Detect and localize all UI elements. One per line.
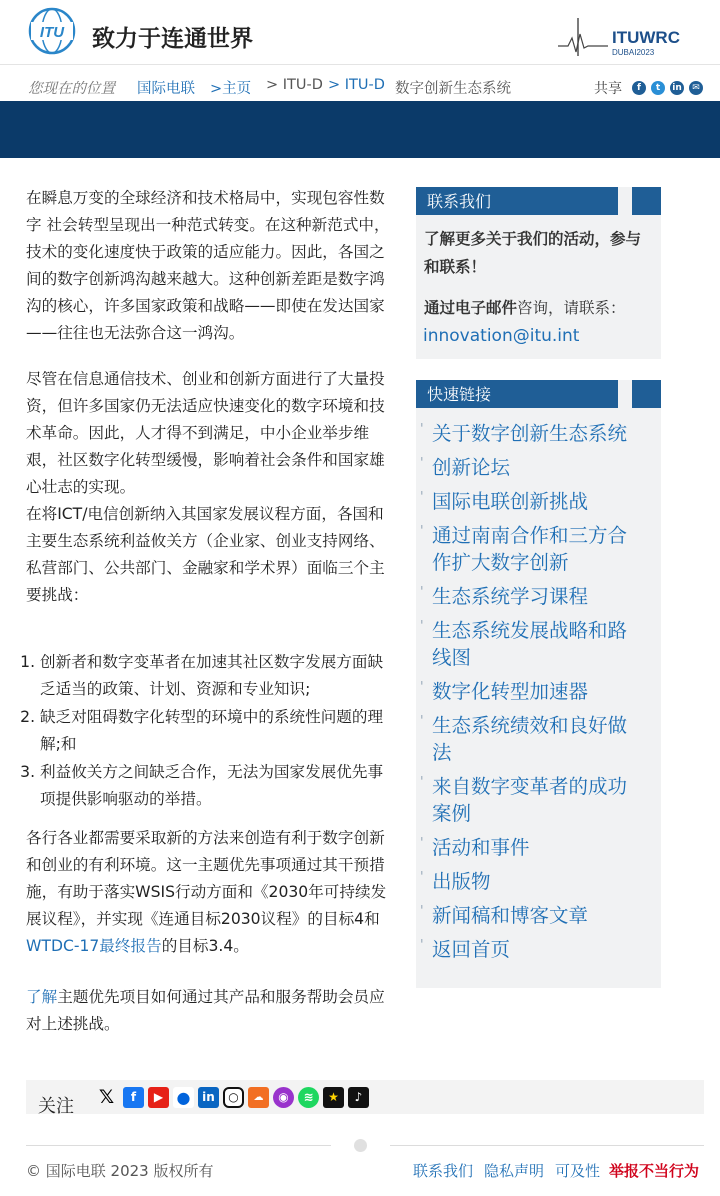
contact-email-bold: 通过电子邮件	[424, 299, 518, 317]
quick-link[interactable]: ' 关于数字创新生态系统	[432, 420, 645, 447]
challenges-list	[40, 649, 396, 813]
follow-bar	[26, 1080, 704, 1117]
contact-email-rest: 咨询，请联系：	[517, 299, 626, 317]
wtdc-report-link[interactable]: WTDC-17最终报告	[26, 937, 162, 955]
breadcrumb-you-are-here: 您现在的位置	[28, 81, 115, 97]
footer-contact-link[interactable]: 联系我们	[413, 1162, 474, 1180]
wrc-sub: DUBAI2023	[612, 48, 655, 57]
quick-link[interactable]: ' 创新论坛	[432, 454, 645, 481]
facebook-icon[interactable]: f	[123, 1087, 144, 1108]
instagram-icon[interactable]: ○	[223, 1087, 244, 1108]
learn-text: 主题优先项目如何通过其产品和服务帮助会员应对上述挑战。	[26, 988, 385, 1033]
star-icon[interactable]: ★	[323, 1087, 344, 1108]
share-label: 共享	[594, 81, 622, 97]
contact-email-link[interactable]: innovation@itu.int	[423, 326, 580, 346]
quick-link[interactable]: ' 数字化转型加速器	[432, 678, 645, 705]
footer-divider-right	[390, 1145, 704, 1146]
podcast-icon[interactable]: ◉	[273, 1087, 294, 1108]
breadcrumb-item-itud-2[interactable]: > ITU-D	[328, 77, 385, 93]
quick-link[interactable]: ' 生态系统学习课程	[432, 583, 645, 610]
quick-link[interactable]: ' 新闻稿和博客文章	[432, 902, 645, 929]
approach-text-a: 各行各业都需要采取新的方法来创造有利于数字创新和创业的有利环境。这一主题优先事项通过其干预措施，有助于落实WSIS行动方面和《2030年可持续发展议程》，并实现《连通目标2030议程》的目标4和	[26, 829, 387, 928]
soundcloud-icon[interactable]: ☁	[248, 1087, 269, 1108]
list-item: 3. 利益攸关方之间缺乏合作，无法为国家发展优先事项提供影响驱动的举措。	[40, 759, 396, 813]
list-item: 1. 创新者和数字变革者在加速其社区数字发展方面缺乏适当的政策、计划、资源和专业知识;	[40, 649, 396, 703]
intro-paragraph: 在瞬息万变的全球经济和技术格局中，实现包容性数字 社会转型呈现出一种范式转变。在这种新范式中，技术的变化速度快于政策的适应能力。因此，各国之间的数字创新鸿沟越来越大。这种创新差距是数字鸿沟的核心，许多国家政策和战略——即使在发达国家——往往也无法弥合这一鸿沟。	[26, 189, 390, 342]
copyright-text: © 国际电联 2023 版权所有	[26, 1162, 214, 1180]
linkedin-icon[interactable]: in	[198, 1087, 219, 1108]
quick-links-header	[416, 380, 661, 408]
page-banner	[0, 101, 720, 158]
contact-title: 联系我们	[416, 187, 618, 215]
list-item: 2. 缺乏对阻碍数字化转型的环境中的系统性问题的理解;和	[40, 704, 396, 758]
linkedin-icon[interactable]: in	[670, 81, 684, 95]
quick-links-title: 快速链接	[416, 380, 618, 408]
youtube-icon[interactable]: ▶	[148, 1087, 169, 1108]
contact-panel	[416, 187, 661, 359]
quick-link[interactable]: ' 生态系统绩效和良好做法	[432, 712, 645, 766]
footer-privacy-link[interactable]: 隐私声明	[484, 1162, 545, 1180]
contact-email-line	[416, 281, 661, 321]
challenges-intro: 在将ICT/电信创新纳入其国家发展议程方面，各国和主要生态系统利益攸关方（企业家、创业支持网络、私营部门、公共部门、金融家和学术界）面临三个主要挑战：	[26, 505, 385, 604]
quick-links-panel	[416, 380, 661, 988]
quick-links-list	[416, 414, 661, 963]
site-tagline: 致力于连通世界	[92, 26, 253, 52]
logo-text: ITU	[39, 24, 65, 41]
header-accent	[632, 380, 661, 408]
breadcrumb-current: 数字创新生态系统	[395, 81, 511, 97]
footer-accessibility-link[interactable]: 可及性	[555, 1162, 601, 1180]
investment-paragraph: 尽管在信息通信技术、创业和创新方面进行了大量投资，但许多国家仍无法适应快速变化的数字环境和技术革命。因此，人才得不到满足，中小企业举步维艰，社区数字化转型缓慢，影响着社会条件和国家雄心壮志的实现。	[26, 370, 385, 496]
breadcrumb-item-home[interactable]: >主页	[210, 81, 252, 97]
twitter-icon[interactable]: t	[651, 81, 665, 95]
follow-label: 关注	[38, 1096, 74, 1117]
approach-text-b: 的目标3.4。	[161, 937, 249, 955]
tiktok-icon[interactable]: ♪	[348, 1087, 369, 1108]
email-icon[interactable]: ✉	[689, 81, 703, 95]
learn-link[interactable]: 了解	[26, 988, 58, 1006]
breadcrumb-item-itud-1[interactable]: > ITU-D	[266, 77, 323, 93]
learn-paragraph	[26, 984, 396, 1038]
quick-link[interactable]: ' 活动和事件	[432, 834, 645, 861]
quick-link[interactable]: ' 来自数字变革者的成功案例	[432, 773, 645, 827]
quick-link[interactable]: ' 返回首页	[432, 936, 645, 963]
quick-link[interactable]: ' 出版物	[432, 868, 645, 895]
breadcrumb-item-itu[interactable]: 国际电联	[137, 81, 195, 97]
site-header	[0, 0, 720, 64]
approach-paragraph	[26, 825, 396, 960]
contact-intro: 了解更多关于我们的活动，参与和联系！	[424, 230, 642, 276]
quick-link[interactable]: ' 生态系统发展战略和路线图	[432, 617, 645, 671]
header-accent	[632, 187, 661, 215]
wrc-brand: ITUWRC	[612, 28, 680, 47]
spotify-icon[interactable]: ≋	[298, 1087, 319, 1108]
breadcrumb	[0, 64, 720, 102]
quick-link[interactable]: ' 国际电联创新挑战	[432, 488, 645, 515]
contact-header	[416, 187, 661, 215]
facebook-icon[interactable]: f	[632, 81, 646, 95]
main-content	[26, 185, 396, 1038]
quick-link[interactable]: ' 通过南南合作和三方合作扩大数字创新	[432, 522, 645, 576]
itu-wrc-logo[interactable]	[558, 16, 703, 60]
flickr-icon[interactable]: ●	[173, 1087, 194, 1108]
footer-report-link[interactable]: 举报不当行为	[609, 1162, 700, 1180]
x-icon[interactable]: 𝕏	[98, 1086, 115, 1108]
divider-dot	[354, 1139, 367, 1152]
footer-divider-left	[26, 1145, 331, 1146]
itu-logo[interactable]	[27, 6, 77, 56]
